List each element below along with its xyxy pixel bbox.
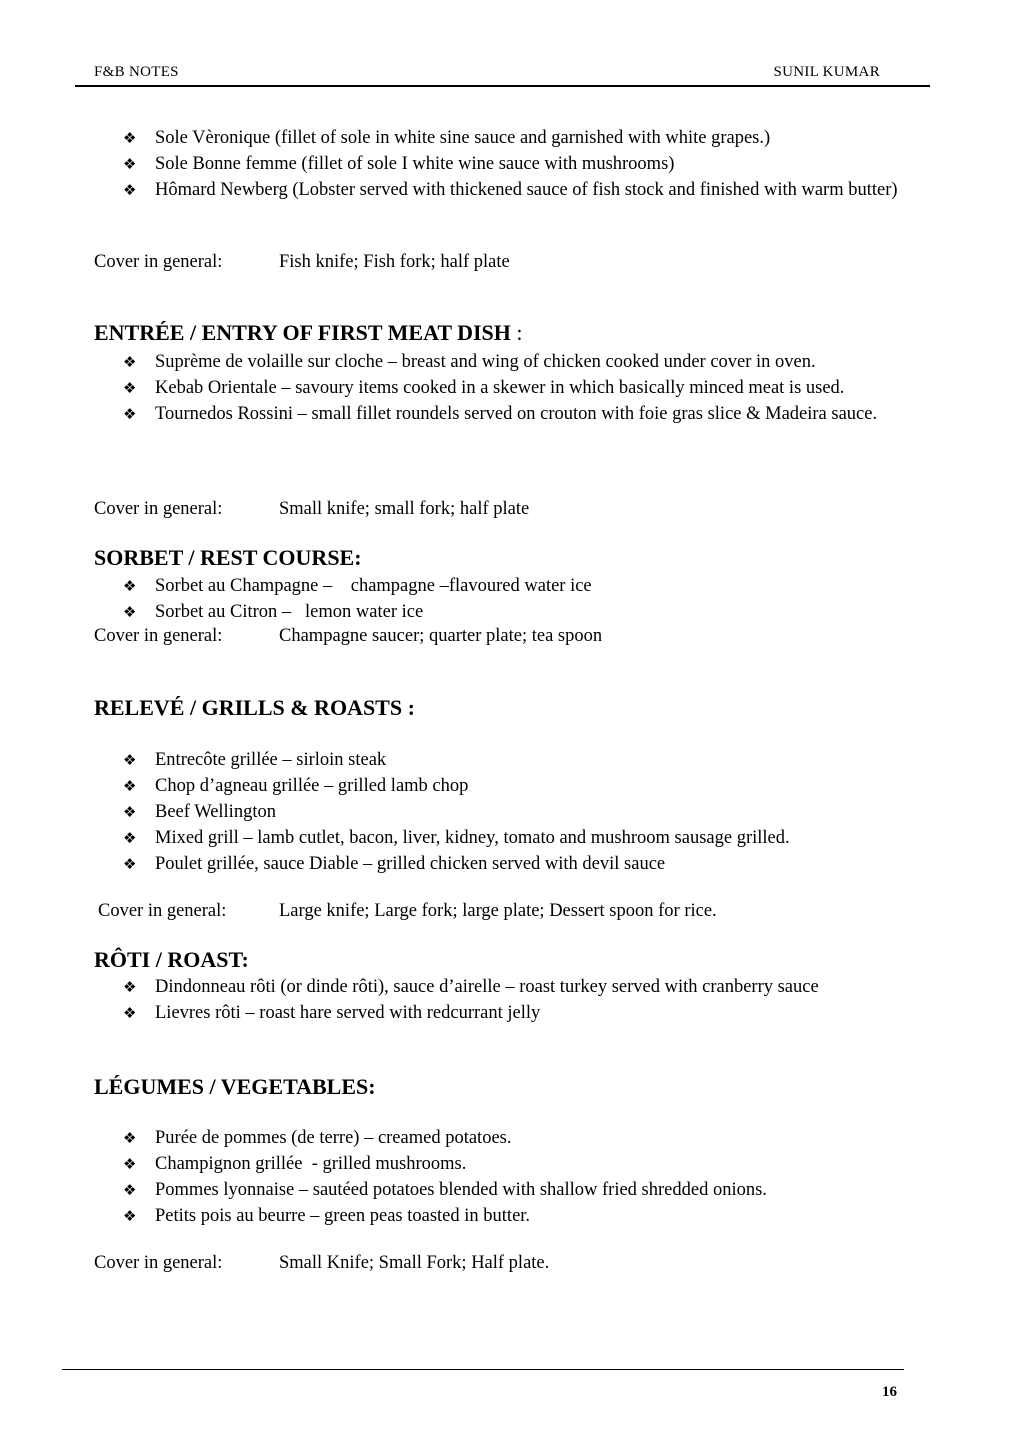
entree-section [94,350,912,428]
legumes-section [94,1126,912,1230]
bullet-icon: ❖ [123,379,137,397]
cover-label: Cover in general: [98,901,227,921]
cover-label: Cover in general: [94,626,223,646]
bullet-icon: ❖ [123,1155,137,1173]
list-item: ❖ Dindonneau rôti (or dinde rôti), sauce d’airelle – roast turkey served with cranberry sauce [94,975,912,1000]
entree-list [94,350,912,427]
bullet-icon: ❖ [123,855,137,873]
cover-value: Small Knife; Small Fork; Half plate. [279,1253,550,1273]
fish-cover [94,250,912,274]
bullet-icon: ❖ [123,155,137,173]
list-item: ❖ Sole Vèronique (fillet of sole in white sine sauce and garnished with white grapes.) [94,126,912,151]
list-item: ❖ Sole Bonne femme (fillet of sole I white wine sauce with mushrooms) [94,152,912,177]
list-item: ❖ Hômard Newberg (Lobster served with thickened sauce of fish stock and finished with warm butter) [94,178,912,203]
list-item: ❖ Entrecôte grillée – sirloin steak [94,748,912,773]
bullet-icon: ❖ [123,1181,137,1199]
header-title: F&B NOTES [94,64,179,80]
cover-value: Small knife; small fork; half plate [279,499,530,519]
list-item: ❖ Kebab Orientale – savoury items cooked in a skewer in which basically minced meat is used. [94,376,912,401]
bullet-icon: ❖ [123,181,137,199]
cover-value: Fish knife; Fish fork; half plate [279,252,510,272]
header-author: SUNIL KUMAR [773,64,880,80]
list-item: ❖ Petits pois au beurre – green peas toasted in butter. [94,1204,912,1229]
releve-heading: RELEVÉ / GRILLS & ROASTS : [94,695,415,720]
bullet-icon: ❖ [123,751,137,769]
cover-label: Cover in general: [94,1253,223,1273]
list-item: ❖ Lievres rôti – roast hare served with redcurrant jelly [94,1001,912,1026]
bullet-icon: ❖ [123,577,137,595]
bullet-icon: ❖ [123,405,137,423]
sorbet-list [94,574,912,625]
list-item: ❖ Pommes lyonnaise – sautéed potatoes blended with shallow fried shredded onions. [94,1178,912,1203]
legumes-list [94,1126,912,1229]
list-item: ❖ Champignon grillée - grilled mushrooms. [94,1152,912,1177]
sorbet-cover [94,624,912,648]
legumes-cover [94,1251,912,1275]
cover-value: Champagne saucer; quarter plate; tea spoon [279,626,603,646]
releve-list [94,748,912,877]
list-item: ❖ Mixed grill – lamb cutlet, bacon, liver, kidney, tomato and mushroom sausage grilled. [94,826,912,851]
releve-section [94,748,912,878]
list-item: ❖ Chop d’agneau grillée – grilled lamb chop [94,774,912,799]
bullet-icon: ❖ [123,1004,137,1022]
bullet-icon: ❖ [123,353,137,371]
cover-label: Cover in general: [94,499,223,519]
bullet-icon: ❖ [123,829,137,847]
bullet-icon: ❖ [123,978,137,996]
releve-cover [98,899,916,923]
fish-section [94,126,912,204]
bullet-icon: ❖ [123,603,137,621]
sorbet-heading: SORBET / REST COURSE: [94,545,362,570]
roti-heading: RÔTI / ROAST: [94,947,249,972]
entree-cover [94,497,912,521]
list-item: ❖ Beef Wellington [94,800,912,825]
page-number: 16 [882,1384,897,1400]
list-item: ❖ Suprème de volaille sur cloche – breast and wing of chicken cooked under cover in oven. [94,350,912,375]
list-item: ❖ Poulet grillée, sauce Diable – grilled chicken served with devil sauce [94,852,912,877]
fish-list [94,126,912,203]
list-item: ❖ Sorbet au Citron – lemon water ice [94,600,912,625]
roti-list [94,975,912,1026]
cover-label: Cover in general: [94,252,223,272]
entree-heading: ENTRÉE / ENTRY OF FIRST MEAT DISH : [94,320,523,345]
header-rule [75,85,930,87]
legumes-heading: LÉGUMES / VEGETABLES: [94,1074,376,1099]
bullet-icon: ❖ [123,1129,137,1147]
list-item: ❖ Tournedos Rossini – small fillet roundels served on crouton with foie gras slice & Madeira sauce. [94,402,912,427]
bullet-icon: ❖ [123,129,137,147]
sorbet-section [94,574,912,626]
roti-section [94,975,912,1027]
list-item: ❖ Purée de pommes (de terre) – creamed potatoes. [94,1126,912,1151]
cover-value: Large knife; Large fork; large plate; Dessert spoon for rice. [279,901,717,921]
bullet-icon: ❖ [123,777,137,795]
bullet-icon: ❖ [123,1207,137,1225]
footer-rule [62,1369,904,1370]
list-item: ❖ Sorbet au Champagne – champagne –flavoured water ice [94,574,912,599]
bullet-icon: ❖ [123,803,137,821]
